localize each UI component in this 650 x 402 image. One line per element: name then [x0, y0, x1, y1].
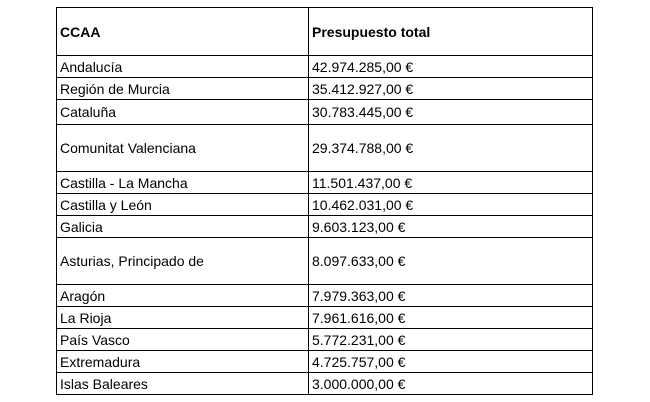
table-row	[57, 238, 593, 285]
table-row	[57, 78, 593, 100]
budget-cell: 10.462.031,00 €	[309, 194, 593, 216]
budget-cell: 3.000.000,00 €	[309, 373, 593, 395]
budget-table	[56, 7, 593, 395]
budget-cell: 30.783.445,00 €	[309, 100, 593, 125]
region-cell: Región de Murcia	[57, 78, 309, 100]
region-cell: Castilla - La Mancha	[57, 172, 309, 194]
header-budget: Presupuesto total	[309, 8, 593, 56]
header-ccaa: CCAA	[57, 8, 309, 56]
region-cell: País Vasco	[57, 329, 309, 351]
header-row	[57, 8, 593, 56]
region-cell: La Rioja	[57, 307, 309, 329]
budget-cell: 8.097.633,00 €	[309, 238, 593, 285]
region-cell: Castilla y León	[57, 194, 309, 216]
budget-cell: 11.501.437,00 €	[309, 172, 593, 194]
budget-cell: 4.725.757,00 €	[309, 351, 593, 373]
table-row	[57, 56, 593, 78]
table-row	[57, 373, 593, 395]
budget-cell: 7.979.363,00 €	[309, 285, 593, 307]
region-cell: Asturias, Principado de	[57, 238, 309, 285]
table-row	[57, 125, 593, 172]
table-row	[57, 307, 593, 329]
budget-cell: 42.974.285,00 €	[309, 56, 593, 78]
table-row	[57, 285, 593, 307]
table-row	[57, 329, 593, 351]
table-row	[57, 351, 593, 373]
budget-cell: 9.603.123,00 €	[309, 216, 593, 238]
table-row	[57, 216, 593, 238]
budget-cell: 35.412.927,00 €	[309, 78, 593, 100]
table-row	[57, 100, 593, 125]
region-cell: Andalucía	[57, 56, 309, 78]
budget-cell: 5.772.231,00 €	[309, 329, 593, 351]
region-cell: Extremadura	[57, 351, 309, 373]
region-cell: Cataluña	[57, 100, 309, 125]
budget-cell: 29.374.788,00 €	[309, 125, 593, 172]
table-row	[57, 194, 593, 216]
region-cell: Islas Baleares	[57, 373, 309, 395]
budget-cell: 7.961.616,00 €	[309, 307, 593, 329]
region-cell: Comunitat Valenciana	[57, 125, 309, 172]
table-row	[57, 172, 593, 194]
region-cell: Aragón	[57, 285, 309, 307]
region-cell: Galicia	[57, 216, 309, 238]
